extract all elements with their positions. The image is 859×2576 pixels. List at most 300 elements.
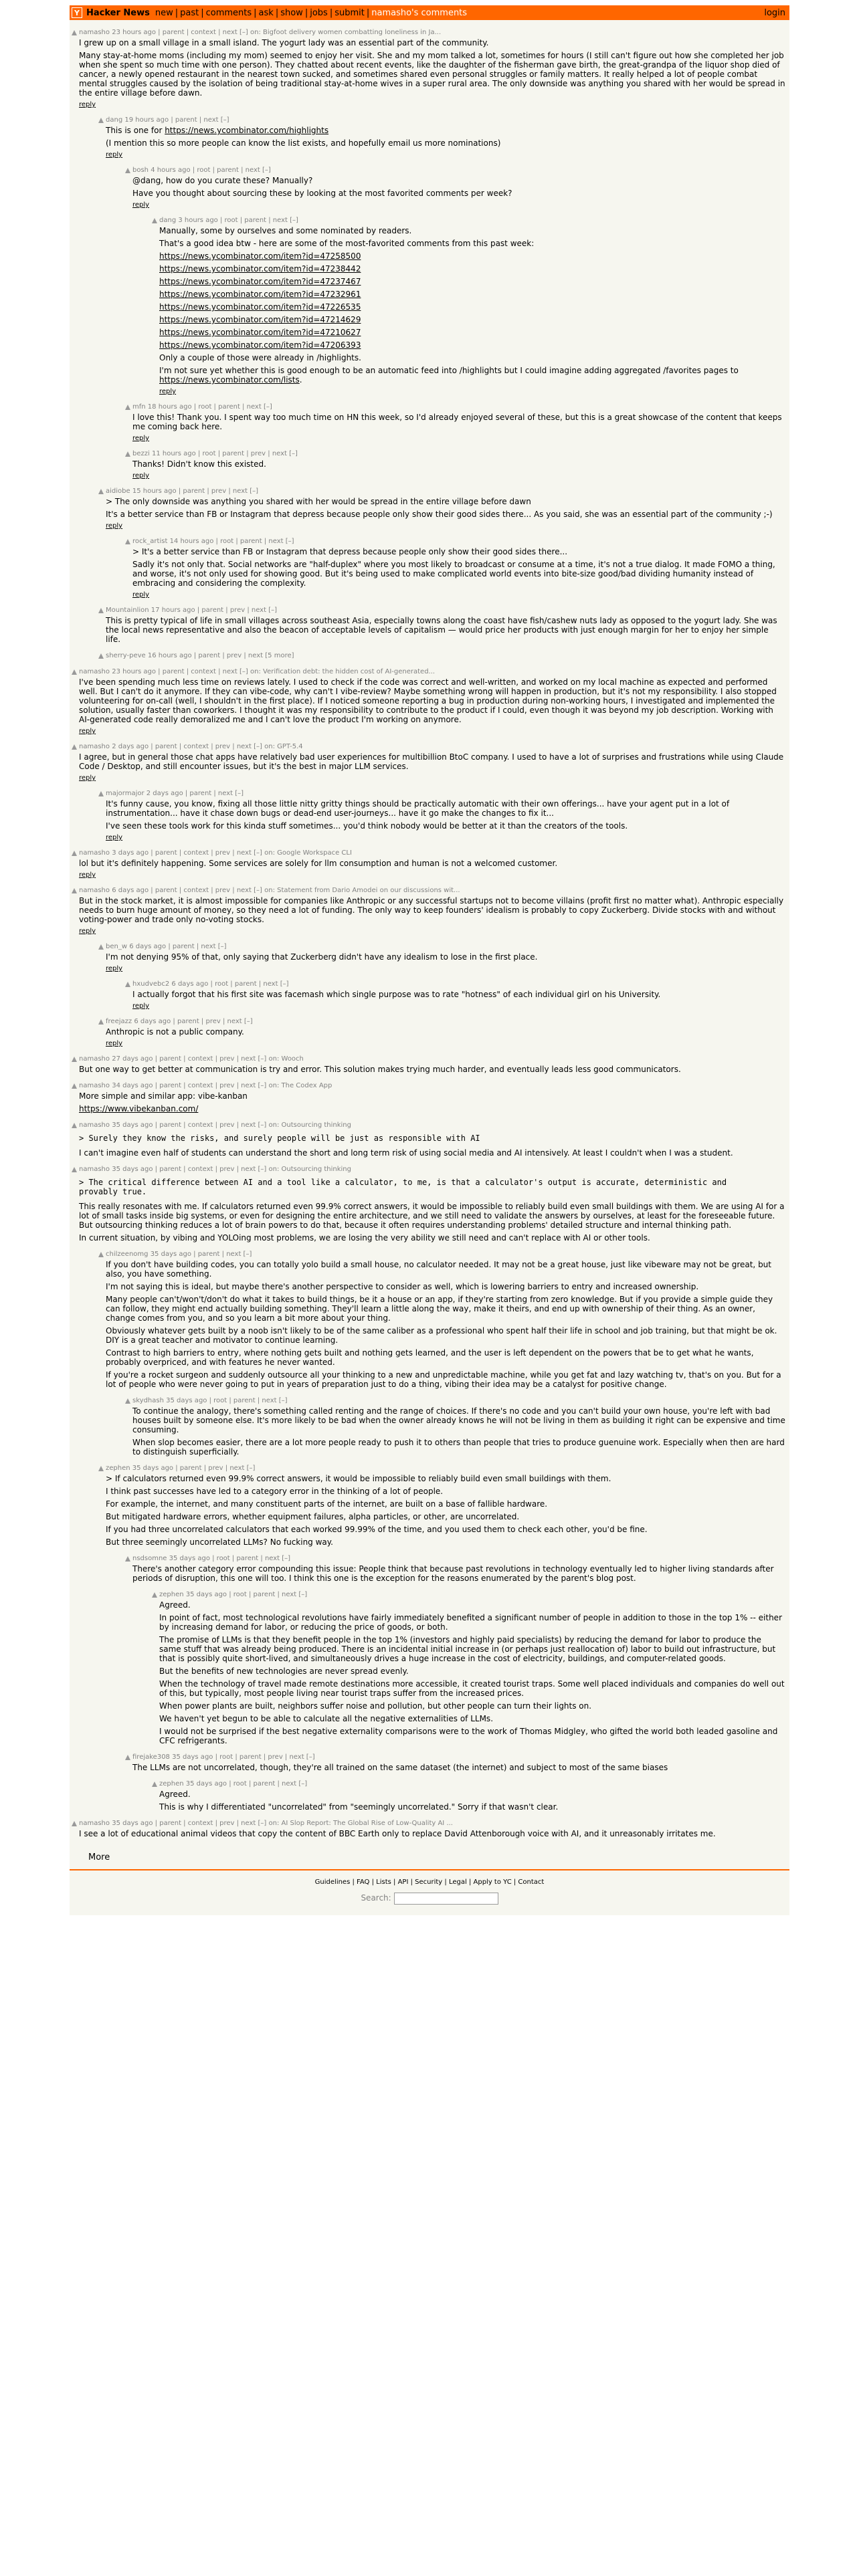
comment-author[interactable]: sherry-peve	[106, 652, 146, 659]
comment	[70, 449, 789, 479]
comment-author[interactable]: rock_artist	[132, 538, 168, 545]
comment-age[interactable]: 3 days ago	[112, 849, 149, 857]
footer-link-faq[interactable]: FAQ	[357, 1879, 370, 1886]
comment-link[interactable]: https://www.vibekanban.com/	[79, 1104, 199, 1113]
comment-age[interactable]: 11 hours ago	[151, 450, 196, 457]
comment-text	[106, 616, 785, 644]
comment-paragraph	[159, 277, 785, 286]
on-label: on:	[264, 743, 275, 750]
comment-paragraph: If you had three uncorrelated calculators that each worked 99.99% of the time, and you used them to check each other, you'd be fine.	[106, 1525, 648, 1534]
comment-paragraph: But three seemingly uncorrelated LLMs? No fucking way.	[106, 1537, 333, 1547]
comment-paragraph: Agreed.	[159, 1790, 191, 1799]
comment-meta: firejake308 35 days ago | root | parent | prev | next [–]	[132, 1753, 315, 1761]
footer-link-api[interactable]: API	[397, 1879, 409, 1886]
comment	[70, 667, 789, 735]
comment-paragraph: But one way to get better at communication is try and error. This solution makes trying much harder, and eventually leads less good communicators.	[79, 1065, 681, 1074]
on-label: on:	[268, 1121, 280, 1129]
comment	[70, 1121, 789, 1158]
comment-paragraph: There's another category error compounding this issue: People think that because past revolutions in technology eventually led to higher living standards after periods of disruption, this one will too. I think this one is the exception for the reasons enumerated by the parent's blog post.	[132, 1564, 774, 1583]
on-label: on:	[250, 668, 261, 675]
comment-nav-links[interactable]: parent | prev | next [–]	[179, 1465, 256, 1472]
reply-link[interactable]: reply	[106, 151, 123, 158]
comment-nav-links[interactable]: root | parent | next [–]	[197, 167, 271, 174]
comment-age[interactable]: 27 days ago	[112, 1055, 153, 1063]
upvote-arrow-icon[interactable]	[152, 218, 157, 223]
comment-meta: zephen 35 days ago | root | parent | next [–]	[159, 1780, 308, 1788]
story-link[interactable]: AI Slop Report: The Global Rise of Low-Quality AI ...	[281, 1820, 453, 1827]
upvote-arrow-icon[interactable]	[72, 669, 77, 675]
comment-meta: namasho 35 days ago | parent | context | prev | next [–] on: Outsourcing thinking	[79, 1166, 351, 1173]
comment-paragraph: Anthropic is not a public company.	[106, 1027, 244, 1037]
comment-paragraph: Many people can't/won't/don't do what it takes to build things, be it a house or an app, if they're starting from zero knowledge. But if you provide a simple guide they can follow, they might end actually building something. They'll learn a little along the way, make it theirs, and end up with ownership of their thing. As an owner, change comes from you, and so you learn a bit more about your thing.	[106, 1295, 773, 1323]
comment-meta: namasho 3 days ago | parent | context | prev | next [–] on: Google Workspace CLI	[79, 849, 352, 857]
comment-meta: majormajor 2 days ago | parent | next [–]	[106, 790, 244, 797]
story-link[interactable]: The Codex App	[281, 1082, 332, 1089]
comment-nav-links[interactable]: parent | next [–]	[189, 790, 244, 797]
footer	[70, 1869, 789, 1915]
upvote-arrow-icon[interactable]	[98, 1466, 104, 1471]
comment-age[interactable]: 35 days ago	[185, 1591, 227, 1598]
comment-author[interactable]: namasho	[79, 1820, 110, 1827]
comment-link[interactable]: https://news.ycombinator.com/item?id=47237467	[159, 277, 361, 286]
comment-paragraph: When power plants are built, neighbors suffer noise and pollution, but other people can turn their lights on.	[159, 1701, 592, 1711]
comment-nav-links[interactable]: parent | next [–]	[197, 1251, 252, 1258]
comment-nav-links[interactable]: parent | context | prev | next [–]	[159, 1055, 267, 1063]
current-page-title[interactable]: namasho's comments	[371, 7, 468, 18]
comment-paragraph: Thanks! Didn't know this existed.	[132, 459, 266, 469]
story-link[interactable]: Wooch	[281, 1055, 304, 1063]
comment-age[interactable]: 35 days ago	[150, 1251, 191, 1258]
upvote-arrow-icon[interactable]	[72, 744, 77, 750]
comment-text	[79, 1134, 785, 1158]
on-label: on:	[264, 849, 275, 857]
comment-author[interactable]: namasho	[79, 668, 110, 675]
comment-age[interactable]: 14 hours ago	[169, 538, 214, 545]
comment	[70, 487, 789, 530]
search-label: Search:	[361, 1893, 391, 1903]
on-label: on:	[268, 1820, 280, 1827]
reply-link[interactable]: reply	[159, 388, 177, 395]
comment-paragraph: When slop becomes easier, there are a lot more people ready to push it to others than people that tries to produce guenuine work. Especially when then are hard to distinguish superficially.	[132, 1438, 785, 1457]
comment-author[interactable]: freejazz	[106, 1018, 132, 1025]
reply-link[interactable]: reply	[106, 965, 123, 972]
comment-author[interactable]: ben_w	[106, 943, 128, 950]
comment-paragraph: When the technology of travel made remote destinations more accessible, it created tourist traps. Some well placed individuals and companies do well out of this, but typically, most people living near tourist traps suffer from the increased prices.	[159, 1679, 785, 1698]
comment-meta: ben_w 6 days ago | parent | next [–]	[106, 943, 227, 950]
comment-paragraph: (I mention this so more people can know the list exists, and hopefully email us more nominations)	[106, 138, 501, 148]
footer-link-lists[interactable]: Lists	[376, 1879, 391, 1886]
comment-nav-links[interactable]: root | parent | next [–]	[220, 538, 294, 545]
comment-author[interactable]: namasho	[79, 1166, 110, 1173]
comment-text	[159, 1600, 785, 1745]
comment-age[interactable]: 35 days ago	[112, 1121, 153, 1129]
reply-link[interactable]: reply	[106, 522, 123, 530]
comment-nav-links[interactable]: parent | prev | next [5 more]	[198, 652, 294, 659]
comment	[70, 606, 789, 644]
upvote-arrow-icon[interactable]	[98, 1019, 104, 1025]
comment-nav-links[interactable]: root | parent | next [–]	[198, 403, 272, 411]
on-label: on:	[268, 1055, 280, 1063]
comment-age[interactable]: 23 hours ago	[112, 29, 156, 36]
comment-age[interactable]: 35 days ago	[132, 1465, 174, 1472]
comment-nav-links[interactable]: root | parent | next [–]	[233, 1780, 308, 1788]
comment-author[interactable]: namasho	[79, 887, 110, 894]
comment-nav-links[interactable]: root | parent | next [–]	[233, 1591, 308, 1598]
more-link[interactable]: More	[88, 1852, 110, 1862]
upvote-arrow-icon[interactable]	[98, 608, 104, 613]
comment-paragraph: That's a good idea btw - here are some of the most-favorited comments from this past week:	[159, 239, 535, 248]
nav-separator: |	[329, 7, 333, 18]
footer-separator: |	[466, 1879, 474, 1886]
comment-paragraph: More simple and similar app: vibe-kanban	[79, 1091, 248, 1101]
comment-author[interactable]: skydhash	[132, 1397, 164, 1404]
comment-paragraph: I think past successes have led to a category error in the thinking of a lot of people.	[106, 1487, 444, 1496]
comment-paragraph: Sadly it's not only that. Social networks are "half-duplex" where you most likely to broadcast or consume at a time, it's not a true dialog. It made FOMO a thing, and worse, it's not only used for showing good. But it's being used to make complicated world events into bite-size good/bad dividing humanity instead of embracing and considering the complexity.	[132, 560, 775, 588]
reply-link[interactable]: reply	[132, 435, 150, 442]
upvote-arrow-icon[interactable]	[98, 944, 104, 950]
comment-link[interactable]: https://news.ycombinator.com/item?id=47214629	[159, 315, 361, 324]
comment	[70, 651, 789, 660]
upvote-arrow-icon[interactable]	[72, 1057, 77, 1062]
comment-author[interactable]: namasho	[79, 1055, 110, 1063]
comment	[70, 980, 789, 1010]
reply-link[interactable]: reply	[79, 871, 96, 879]
upvote-arrow-icon[interactable]	[98, 1252, 104, 1257]
comment-paragraph: Only a couple of those were already in /highlights.	[159, 353, 361, 362]
upvote-arrow-icon[interactable]	[152, 1782, 157, 1787]
upvote-arrow-icon[interactable]	[98, 791, 104, 796]
footer-separator: |	[408, 1879, 415, 1886]
story-link[interactable]: Outsourcing thinking	[281, 1166, 351, 1173]
comment-nav-links[interactable]: parent | context | prev | next [–]	[159, 1121, 267, 1129]
story-link[interactable]: GPT-5.4	[277, 743, 303, 750]
comment-meta: namasho 27 days ago | parent | context | prev | next [–] on: Wooch	[79, 1055, 304, 1063]
upvote-arrow-icon[interactable]	[152, 1592, 157, 1598]
comment-age[interactable]: 17 hours ago	[151, 607, 195, 614]
comment-paragraph: Many stay-at-home moms (including my mom) seemed to enjoy her visit. She and my mom talked a lot, sometimes for hours (I still can't figure out how she completed her job when she spent so much time with one person). They chatted about recent events, like the daughter of the fisherman gave birth, the great-grandpa of the liquor shop died of cancer, a newly opened restaurant in the nearest town sucked, and sometimes shared even personal struggles or family matters. It really helped a lot of people combat mental struggles caused by the isolation of being traditional stay-at-home wives in a super rural area. The only downside was anything you shared with her would be spread in the entire village before dawn.	[79, 51, 785, 98]
upvote-arrow-icon[interactable]	[125, 405, 130, 410]
comment-paragraph: lol but it's definitely happening. Some services are solely for llm consumption and human is not a welcomed customer.	[79, 859, 558, 868]
upvote-arrow-icon[interactable]	[125, 1556, 130, 1562]
comment-author[interactable]: namasho	[79, 29, 110, 36]
comment-nav-links[interactable]: parent | context | prev | next [–]	[155, 887, 262, 894]
upvote-arrow-icon[interactable]	[72, 1167, 77, 1172]
comment-nav-links[interactable]: root | parent | next [–]	[213, 1397, 288, 1404]
comment-author[interactable]: namasho	[79, 1121, 110, 1129]
comment-link[interactable]: https://news.ycombinator.com/item?id=47232961	[159, 290, 361, 299]
nav-separator: |	[254, 7, 257, 18]
comment-paragraph	[159, 290, 785, 299]
search-input[interactable]	[394, 1893, 498, 1905]
comment	[70, 1017, 789, 1047]
comment-link[interactable]: https://news.ycombinator.com/item?id=47238442	[159, 264, 361, 274]
comment-nav-links[interactable]: root | parent | next [–]	[216, 1555, 291, 1562]
comment-link[interactable]: https://news.ycombinator.com/item?id=47210627	[159, 328, 361, 337]
footer-separator: |	[511, 1879, 518, 1886]
comment-age[interactable]: 18 hours ago	[147, 403, 192, 411]
comment-text	[132, 459, 785, 469]
comment-paragraph: I've seen these tools work for this kinda stuff sometimes... you'd think nobody would be better at it than the creators of the tools.	[106, 821, 628, 831]
on-label: on:	[264, 887, 275, 894]
comment-link[interactable]: https://news.ycombinator.com/item?id=47258500	[159, 251, 361, 261]
comment-text	[132, 413, 785, 431]
comment-author[interactable]: namasho	[79, 849, 110, 857]
upvote-arrow-icon[interactable]	[125, 539, 130, 544]
reply-link[interactable]: reply	[106, 1040, 123, 1047]
comment-author[interactable]: mfn	[132, 403, 146, 411]
footer-link-legal[interactable]: Legal	[448, 1879, 467, 1886]
upvote-arrow-icon[interactable]	[72, 1083, 77, 1089]
comment-age[interactable]: 23 hours ago	[112, 668, 156, 675]
footer-link-security[interactable]: Security	[415, 1879, 443, 1886]
comment-nav-links[interactable]: parent | context | prev | next [–]	[155, 849, 262, 857]
reply-link[interactable]: reply	[79, 728, 96, 735]
comment-paragraph: > It's a better service than FB or Instagram that depress because people only show their good sides there...	[132, 547, 568, 556]
comment-meta: namasho 34 days ago | parent | context | prev | next [–] on: The Codex App	[79, 1082, 332, 1089]
comment-paragraph: I would not be surprised if the best negative externality comparisons were to the work of Thomas Midgley, who gifted the world both leaded gasoline and CFC refrigerants.	[159, 1727, 778, 1745]
upvote-arrow-icon[interactable]	[72, 1821, 77, 1826]
reply-link[interactable]: reply	[79, 928, 96, 935]
upvote-arrow-icon[interactable]	[125, 451, 130, 457]
comment-text	[79, 677, 785, 724]
reply-link[interactable]: reply	[132, 201, 150, 209]
story-link[interactable]: Bigfoot delivery women combatting loneliness in Ja...	[263, 29, 442, 36]
comment-nav-links[interactable]: parent | next [–]	[172, 943, 227, 950]
footer-link-guidelines[interactable]: Guidelines	[314, 1879, 351, 1886]
footer-link-contact[interactable]: Contact	[518, 1879, 545, 1886]
comment-nav-links[interactable]: parent | context | next [–]	[162, 668, 248, 675]
story-link[interactable]: Verification debt: the hidden cost of AI-generated...	[263, 668, 436, 675]
comment-paragraph	[159, 315, 785, 324]
reply-link[interactable]: reply	[132, 472, 150, 479]
comment-author[interactable]: dang	[159, 217, 177, 224]
comment-age[interactable]: 34 days ago	[112, 1082, 153, 1089]
comment-text	[159, 1790, 785, 1812]
comment-nav-links[interactable]: parent | prev | next [–]	[177, 1018, 253, 1025]
upvote-arrow-icon[interactable]	[98, 653, 104, 659]
nav-link-new[interactable]: new	[155, 7, 173, 18]
upvote-arrow-icon[interactable]	[98, 118, 104, 123]
comment-paragraph: We haven't yet begun to be able to calculate all the negative externalities of LLMs.	[159, 1714, 494, 1723]
reply-link[interactable]: reply	[79, 101, 96, 108]
on-label: on:	[268, 1166, 280, 1173]
comment-meta: nsdsomne 35 days ago | root | parent | next [–]	[132, 1555, 291, 1562]
comment-paragraph: I actually forgot that his first site was facemash which single purpose was to rate "hotness" of each individual girl on his University.	[132, 990, 661, 999]
footer-link-apply-to-yc[interactable]: Apply to YC	[473, 1879, 512, 1886]
comment-nav-links[interactable]: root | parent | prev | next [–]	[202, 450, 298, 457]
comment-text	[79, 1065, 785, 1074]
on-label: on:	[268, 1082, 280, 1089]
comment-paragraph: I grew up on a small village in a small island. The yogurt lady was an essential part of the community.	[79, 38, 489, 47]
footer-separator: |	[442, 1879, 449, 1886]
page-container	[70, 5, 789, 1915]
nav-separator: |	[275, 7, 279, 18]
comment-link[interactable]: https://news.ycombinator.com/item?id=47226535	[159, 302, 361, 312]
reply-link[interactable]: reply	[106, 834, 123, 841]
upvote-arrow-icon[interactable]	[125, 1755, 130, 1760]
comment-age[interactable]: 2 days ago	[146, 790, 183, 797]
comment-meta: zephen 35 days ago | root | parent | next [–]	[159, 1591, 308, 1598]
comment-paragraph: This really resonates with me. If calculators returned even 99.9% correct answers, it would be impossible to reliably build even small buildings with them. We are using AI for a lot of small tasks inside big systems, or even for designing the entire architecture, and we still need to validate the answers by ourselves, at least for the foreseeable future. But outsourcing thinking reduces a lot of brain powers to do that, because it often requires understanding problems' detailed structure and internal thinking path.	[79, 1202, 785, 1230]
comment-meta: rock_artist 14 hours ago | root | parent | next [–]	[132, 538, 294, 545]
comment-paragraph: I'm not saying this is ideal, but maybe there's another perspective to consider as well, which is lowering barriers to entry and increased ownership.	[106, 1282, 699, 1291]
comment-author[interactable]: chilzeenomg	[106, 1251, 149, 1258]
comment-age[interactable]: 19 hours ago	[124, 116, 169, 124]
comment-meta: namasho 2 days ago | parent | context | prev | next [–] on: GPT-5.4	[79, 743, 303, 750]
upvote-arrow-icon[interactable]	[125, 982, 130, 987]
comment-text	[79, 859, 785, 868]
comment-list	[70, 20, 789, 1848]
comment-text	[132, 1406, 785, 1457]
comment-age[interactable]: 35 days ago	[172, 1753, 213, 1761]
comment	[70, 849, 789, 879]
comment-author[interactable]: bosh	[132, 167, 149, 174]
comment-paragraph	[159, 251, 785, 261]
y-logo-icon[interactable]: Y	[72, 7, 82, 18]
footer-separator: |	[369, 1879, 377, 1886]
comment-nav-links[interactable]: parent | context | prev | next [–]	[159, 1166, 267, 1173]
comment-link[interactable]: https://news.ycombinator.com/item?id=47206393	[159, 340, 361, 350]
comment-age[interactable]: 16 hours ago	[147, 652, 192, 659]
comment-meta: aidiobe 15 hours ago | parent | prev | next [–]	[106, 488, 259, 495]
comment-nav-links[interactable]: parent | context | prev | next [–]	[159, 1082, 267, 1089]
comment-age[interactable]: 35 days ago	[185, 1780, 227, 1788]
comment-meta: sherry-peve 16 hours ago | parent | prev | next [5 more]	[106, 652, 294, 659]
upvote-arrow-icon[interactable]	[125, 168, 130, 173]
footer-links	[70, 1879, 789, 1886]
comment-age[interactable]: 35 days ago	[112, 1166, 153, 1173]
comment-age[interactable]: 4 hours ago	[151, 167, 191, 174]
comment-age[interactable]: 6 days ago	[129, 943, 167, 950]
comment-nav-links[interactable]: parent | next [–]	[175, 116, 229, 124]
upvote-arrow-icon[interactable]	[72, 851, 77, 856]
story-link[interactable]: Google Workspace CLI	[277, 849, 352, 857]
comment	[70, 1250, 789, 1389]
comment-author[interactable]: bezzi	[132, 450, 150, 457]
nav-link-submit[interactable]: submit	[335, 7, 365, 18]
comment-age[interactable]: 2 days ago	[112, 743, 149, 750]
comment-text	[79, 1829, 785, 1838]
comment-meta: namasho 35 days ago | parent | context | prev | next [–] on: Outsourcing thinking	[79, 1121, 351, 1129]
nav-link-show[interactable]: show	[280, 7, 303, 18]
comment-meta: namasho 6 days ago | parent | context | prev | next [–] on: Statement from Dario Amodei on our discussions wit...	[79, 887, 460, 894]
comment-paragraph	[159, 328, 785, 337]
comment-age[interactable]: 35 days ago	[166, 1397, 207, 1404]
comment-author[interactable]: aidiobe	[106, 488, 130, 495]
comment-text	[79, 896, 785, 924]
comment-link[interactable]: https://news.ycombinator.com/lists	[159, 375, 300, 385]
quoted-code-block: > Surely they know the risks, and surely people will be just as responsible with AI	[79, 1134, 480, 1143]
comment-age[interactable]: 6 days ago	[112, 887, 149, 894]
comment-nav-links[interactable]: parent | context | prev | next [–]	[155, 743, 262, 750]
upvote-arrow-icon[interactable]	[72, 1123, 77, 1128]
comment-nav-links[interactable]: parent | prev | next [–]	[183, 488, 259, 495]
comment-text	[106, 497, 785, 519]
reply-link[interactable]: reply	[132, 591, 150, 599]
comment-nav-links[interactable]: parent | context | prev | next [–]	[159, 1820, 267, 1827]
comment-author[interactable]: majormajor	[106, 790, 145, 797]
comment-age[interactable]: 6 days ago	[171, 980, 209, 988]
comment-nav-links[interactable]: root | parent | next [–]	[224, 217, 298, 224]
comment-author[interactable]: namasho	[79, 743, 110, 750]
nav-link-ask[interactable]: ask	[258, 7, 274, 18]
comment-author[interactable]: hxudvebc2	[132, 980, 170, 988]
comment-meta: mfn 18 hours ago | root | parent | next [–]	[132, 403, 272, 411]
story-link[interactable]: Outsourcing thinking	[281, 1121, 351, 1129]
comment-author[interactable]: nsdsomne	[132, 1555, 167, 1562]
comment-author[interactable]: namasho	[79, 1082, 110, 1089]
nav-link-past[interactable]: past	[180, 7, 199, 18]
comment-author[interactable]: zephen	[106, 1465, 130, 1472]
comment-nav-links[interactable]: parent | prev | next [–]	[201, 607, 278, 614]
comment-meta: zephen 35 days ago | parent | prev | next [–]	[106, 1465, 256, 1472]
comment	[70, 1554, 789, 1583]
reply-link[interactable]: reply	[79, 774, 96, 782]
comment-author[interactable]: firejake308	[132, 1753, 170, 1761]
upvote-arrow-icon[interactable]	[72, 888, 77, 893]
comment-age[interactable]: 6 days ago	[134, 1018, 171, 1025]
footer-separator: |	[391, 1879, 398, 1886]
comment-paragraph: > The only downside was anything you shared with her would be spread in the entire village before dawn	[106, 497, 531, 506]
comment-paragraph: If you don't have building codes, you can totally yolo build a small house, no calculator needed. It may not be a great house, just like vibeware may not be great, but also, you have something.	[106, 1260, 771, 1279]
upvote-arrow-icon[interactable]	[98, 489, 104, 494]
upvote-arrow-icon[interactable]	[125, 1398, 130, 1404]
comment-age[interactable]: 15 hours ago	[132, 488, 177, 495]
comment-author[interactable]: zephen	[159, 1780, 184, 1788]
comment-text	[132, 547, 785, 588]
comment-meta: skydhash 35 days ago | root | parent | next [–]	[132, 1397, 288, 1404]
comment-age[interactable]: 35 days ago	[169, 1555, 210, 1562]
comment-nav-links[interactable]: root | parent | next [–]	[215, 980, 289, 988]
story-link[interactable]: Statement from Dario Amodei on our discussions wit...	[277, 887, 460, 894]
comment-text	[159, 226, 785, 385]
upvote-arrow-icon[interactable]	[72, 30, 77, 35]
comment-paragraph: I'm not sure yet whether this is good enough to be an automatic feed into /highlights but I could imagine adding aggregated /favorites pages to https://news.ycombinator.com/lists.	[159, 366, 739, 385]
comment-paragraph: This is why I differentiated "uncorrelated" from "seemingly uncorrelated." Sorry if that wasn't clear.	[159, 1802, 559, 1812]
footer-separator: |	[350, 1879, 357, 1886]
login-link[interactable]: login	[764, 7, 785, 18]
comment-paragraph: Contrast to high barriers to entry, where nothing gets built and nothing gets learned, and the user is left dependent on the powers that be to get what he wants, probably overpriced, and with features he never wanted.	[106, 1348, 754, 1367]
comment-text	[132, 990, 785, 999]
top-bar	[70, 5, 789, 20]
comment-paragraph: For example, the internet, and many constituent parts of the internet, are built on a base of fallible hardware.	[106, 1499, 548, 1509]
comment-age[interactable]: 3 hours ago	[178, 217, 218, 224]
comment-author[interactable]: Mountainlion	[106, 607, 149, 614]
comment-paragraph: This is pretty typical of life in small villages across southeast Asia, especially towns along the coast have fish/cashew nuts lady as opposed to the yogurt lady. She was the local news representative and also the beacon of acceptable levels of capitalism — would price her products with just enough margin for her to enjoy her simple life.	[106, 616, 777, 644]
comment-nav-links[interactable]: root | parent | prev | next [–]	[219, 1753, 315, 1761]
comment-nav-links[interactable]: parent | context | next [–]	[162, 29, 248, 36]
comment-link[interactable]: https://news.ycombinator.com/highlights	[165, 126, 329, 135]
comment	[70, 1055, 789, 1074]
comment-paragraph: In point of fact, most technological revolutions have fairly immediately benefited a significant number of people in addition to those in the top 1% -- either by increasing demand for labor, or reducing the price of goods, or both.	[159, 1613, 782, 1632]
comment	[70, 166, 789, 209]
comment-text	[79, 1178, 785, 1243]
top-nav	[155, 8, 365, 18]
nav-separator: |	[366, 7, 370, 18]
comment-author[interactable]: dang	[106, 116, 123, 124]
nav-link-comments[interactable]: comments	[205, 7, 252, 18]
comment	[70, 1396, 789, 1457]
comment-author[interactable]: zephen	[159, 1591, 184, 1598]
comment-paragraph	[159, 340, 785, 350]
nav-link-jobs[interactable]: jobs	[310, 7, 328, 18]
on-label: on:	[250, 29, 261, 36]
comment-age[interactable]: 35 days ago	[112, 1820, 153, 1827]
site-title[interactable]: Hacker News	[86, 7, 150, 18]
reply-link[interactable]: reply	[132, 1002, 150, 1010]
comment-text	[132, 176, 785, 198]
comment-paragraph: @dang, how do you curate these? Manually?	[132, 176, 313, 185]
